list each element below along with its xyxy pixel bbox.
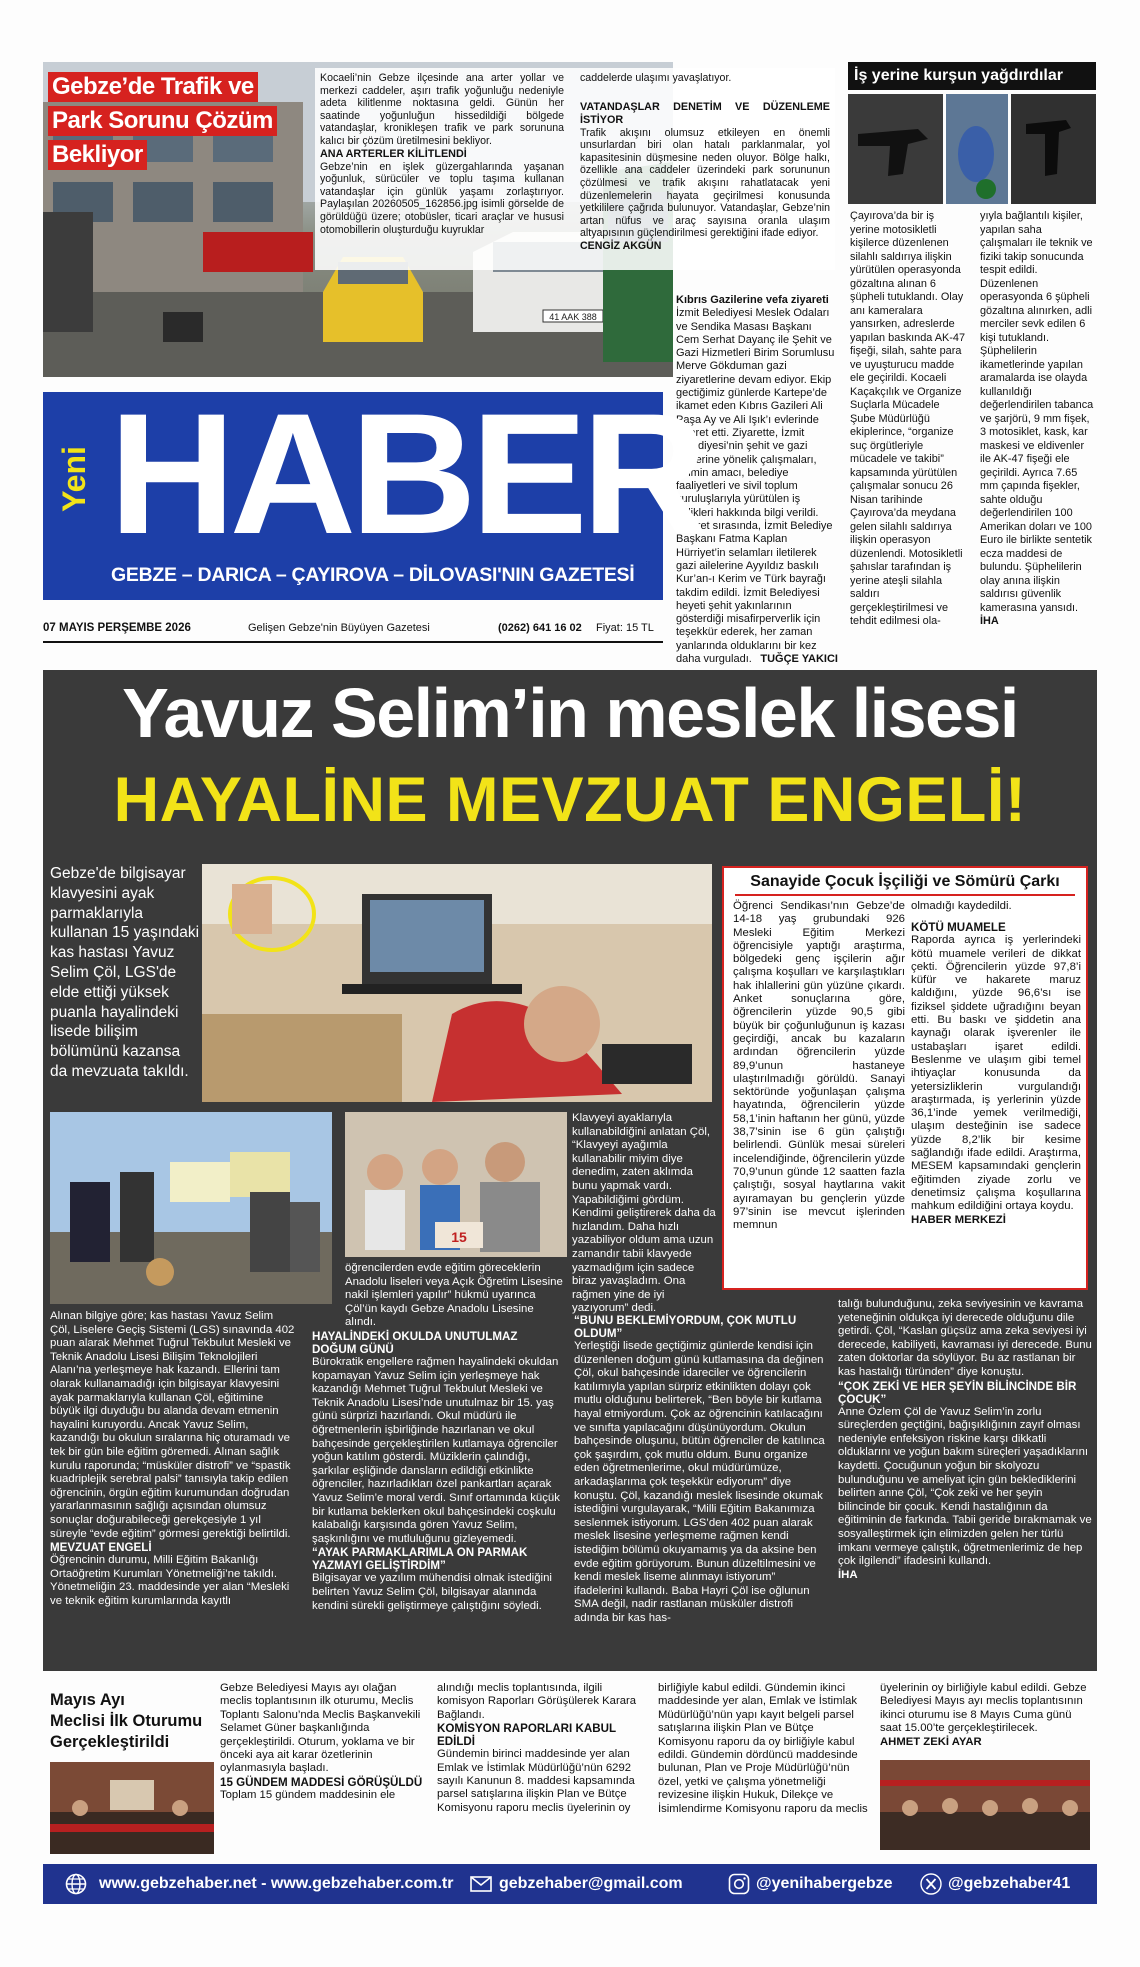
meclis-title-line: Meclisi İlk Oturumu (50, 1712, 203, 1730)
issue-date: 07 MAYIS PERŞEMBE 2026 (43, 622, 191, 634)
kursun-column-1 (850, 210, 966, 629)
paragraph: caddelerde ulaşımı yavaşlatıyor. (580, 72, 732, 84)
globe-icon (65, 1873, 87, 1895)
x-icon (920, 1873, 942, 1895)
byline: AHMET ZEKİ AYAR (880, 1735, 982, 1748)
kursun-photo-pistol (1011, 94, 1096, 204)
meclis-column-4 (880, 1682, 1092, 1749)
main-column-1 (50, 1310, 295, 1608)
top-story-column-2 (580, 72, 830, 253)
subheading: ANA ARTERLER KİLİTLENDİ (320, 147, 467, 160)
kursun-column-2 (980, 210, 1097, 629)
sanayi-column-1 (733, 900, 905, 1232)
subheading: KOMİSYON RAPORLARI KABUL EDİLDİ (437, 1722, 616, 1749)
headline-line: Park Sorunu Çözüm (48, 106, 277, 136)
paragraph: Trafik akışını olumsuz etkileyen en önemli unsurlardan biri olan hatalı parklanmalar, yol kapasitesinin düşmesine neden oluyor. Bölge halkı, özellikle ana caddeler üzerindeki park sorununun çözülmesi ve trafik akışını rahatlatacak yeni düzenlemelerin hayata geçirilmesi konusunda yetkililere çağrıda bulunuyor. Vatandaşlar, Gebze’nin artan nüfus ve araç sayısına oranla ulaşım altyapısının güçlendirilmesi gerektiğini ifade ediyor. (580, 126, 830, 240)
headline-line: Bekliyor (48, 140, 147, 170)
x-link[interactable]: @gebzehaber41 (948, 1875, 1071, 1892)
subheading: HAYALİNDEKİ OKULDA UNUTULMAZ DOĞUM GÜNÜ (312, 1330, 518, 1356)
paragraph: Yerleştiği lisede geçtiğimiz günlerde kendisi için düzenlenen doğum günü kutlamasına da değinen Çöl, okul bahçesinde idareciler ve öğrencilerin katılımıyla yapılan sürpriz etkinlikten dolayı çok mutlu olduğunu belirterek, “Ben böyle bir kutlama hayal etmiyordum. Çok az öğrencinin katılacağını ve sınıfta yapılacağını düşünüyordum. Okulun bahçesinde oluşunu, bütün öğrenciler de katılınca çok şaşırdım, çok mutlu oldum. Bunu organize eden öğretmenlerime, okul müdürümüze, arkadaşlarıma çok teşekkür ediyorum” diye konuştu. Çöl, kazandığı meslek lisesinde okumak istediğini vurgulayarak, “Milli Eğitim Bakanımıza seslenmek istiyorum. LGS’den 402 puan alarak meslek lisesine yerleşmeme rağmen kendi istediğim bölümü okuyamamış ya da aksine ben evde eğitim görüyorum. Bunun düzeltilmesini ve kendi meslek liseme alınmayı istiyorum” ifadelerini kullandı. Baba Hayri Çöl ise oğlunun SMA değil, nadir rastlanan müsküler distrofi adında bir kas has- (574, 1340, 825, 1624)
paragraph: alındığı meclis toplantısında, ilgili komisyon Raporları Görüşülerek Karara Bağlandı. (437, 1682, 637, 1721)
kursun-title: İş yerine kurşun yağdırdılar (854, 67, 1063, 84)
paragraph: Çayırova’da bir iş yerine motosikletli kişilerce düzenlenen silahlı saldırıya ilişkin yürütülen operasyonda gözaltına alınan 6 şüpheli tutuklandı. Olay anı kameralara yansırken, adreslerde yapılan baskında AK-47 fişeği, silah, sahte para ve uyuşturucu madde ele geçirildi. Kocaeli Kaçakçılık ve Organize Suçlarla Mücadele Şube Müdürlüğü ekiplerince, “organize suç örgütleriyle mücadele ve takibi” kapsamında yürütülen çalışmalar sonucu 26 Nisan tarihinde Çayırova’da meydana gelen silahlı saldırıya ilişkin operasyon düzenlendi. Motosikletli şahıslar tarafından iş yerine ateşli silahla saldırı gerçekleştirilmesi ve tehdit edilmesi ola- (850, 210, 966, 627)
instagram-icon (728, 1873, 750, 1895)
paragraph: Gebze Belediyesi Mayıs ayı olağan meclis toplantısının ilk oturumu, Meclis Toplantı Salonu’nda Meclis Başkanvekili Selamet Güner başkanlığında gerçekleştirildi. Oturum, yoklama ve bir önceki aya ait karar özetlerinin oylanmasıyla başladı. (220, 1682, 421, 1775)
masthead-haber-logo: HABER (109, 378, 703, 570)
subheading: “BUNU BEKLEMİYORDUM, ÇOK MUTLU OLDUM” (574, 1314, 797, 1340)
paragraph: Gebze’nin en işlek güzergahlarında yaşanan yoğunluk, sürücüler ve toplu taşıma kullanan vatandaşlar için günlük yaşamı zorlaştırıyor. Paylaşılan 20260505_162856.jpg isimli görselde de görüldüğü üzere; otobüsler, ticari araçlar ve hususi otomobillerin oluşturduğu kuyruklar (320, 160, 564, 236)
main-side-column (572, 1112, 717, 1316)
paragraph: Gündemin birinci maddesinde yer alan Emlak ve İstimlak Müdürlüğü’nün 6292 sayılı Kanunun 8. maddesi kapsamında parsel satışlarına ilişkin Plan ve Bütçe Komisyonu raporu meclis üyelerinin oy (437, 1748, 635, 1814)
paragraph: üyelerinin oy birliğiyle kabul edildi. Gebze Belediyesi Mayıs ayı meclis toplantısının ikinci oturumu ise 8 Mayıs Cuma günü saat 15.00’te gerçekleştirilecek. (880, 1682, 1087, 1735)
kursun-title-bar (848, 62, 1096, 90)
main-intro: Gebze'de bilgisayar klavyesini ayak parmaklarıyla kullanan 15 yaşındaki kas hastası Yavuz Selim Çöl, LGS'de elde ettiği yüksek puanla hayalindeki lisede bilişim bölümünü kazansa da mevzuata takıldı. (50, 865, 200, 1080)
car-plate: 41 AAK 388 (549, 312, 597, 322)
subheading: MEVZUAT ENGELİ (50, 1541, 152, 1555)
paragraph: İzmit Belediyesi Meslek Odaları ve Sendika Masası Başkanı Cem Serhat Dayanç ile Şehit ve Gazi Hizmetleri Birim Sorumlusu Merve Gökduman gazi ziyaretlerine devam ediyor. Ekip gectiğimiz günlerde Kartepe’de ikamet eden Kıbrıs Gazileri Ali Paşa Ay ve Ali Işık’ı evlerinde ziyaret etti. Ziyarette, İzmit Belediyesi’nin şehit ve gazi ailelerine yönelik çalışmaları, birimin amacı, belediye faaliyetleri ve sivil toplum kuruluşlarıyla yürütülen iş birlikleri hakkında bilgi verildi. Ziyaret sırasında, İzmit Belediye Başkanı Fatma Kaplan Hürriyet’in selamları iletilerek gazi ailelerine Ayyıldız baskılı Kur’an-ı Kerim ve Türk bayrağı takdim edildi. İzmit Belediyesi heyeti şehit yakınlarının gösterdiği misafirperverlik için teşekkür ederek, her zaman yanlarında olduklarını bir kez daha vurguladı. (676, 307, 835, 666)
meclis-column-2 (437, 1682, 637, 1815)
instagram-link[interactable]: @yenihabergebze (756, 1875, 893, 1892)
paragraph: Bürokratik engellere rağmen hayalindeki okuldan kopamayan Yavuz Selim için yerleşmeye hak kazandığı Mehmet Tuğrul Tekbulut Mesleki ve Teknik Anadolu Lisesi’nde unutulmaz bir 15. yaş günü sürprizi hazırlandı. Okul müdürü ile öğretmenlerin işbirliğinde hazırlanan ve okul bahçesinde gerçekleştirilen kutlamaya öğrenciler yoğun katılım gösterdi. Müziklerin çalındığı, şarkılar eşliğinde dansların edildiği etkinlikte öğrenciler, hazırladıkları özel pankartları açarak Yavuz Selim’e moral verdi. Sınıf ortamında küçük bir kutlama beklerken okul bahçesindeki coşkulu kalabalığı karşısında gören Yavuz Selim, şaşkınlığını ve mutluluğunu gizleyemedi. (312, 1356, 560, 1545)
paragraph: öğrencilerden evde eğitim göreceklerin Anadolu liseleri veya Açık Öğretim Lisesine nakil işlemleri yapılır” hükmü uyarınca Çöl’ün kaydı Gebze Anadolu Lisesine alındı. (345, 1262, 563, 1329)
meclis-title-line: Gerçekleştirildi (50, 1733, 170, 1751)
paragraph: Öğrenci Sendikası’nın Gebze’de 14-18 yaş grubundaki 926 Mesleki Eğitim Merkezi öğrencisiyle yaptığı araştırma, bölgedeki genç işçilerin ağır çalışma koşulları ve karşılaştıkları hak ihlallerini gün yüzüne çıkardı. Anket sonuçlarına göre, öğrencilerin yüzde 90,5 gibi büyük bir çoğunluğunun iş kazası geçirdiği, ancak bu kazaların ardından öğrencilerin yüzde 89,9’unun hastaneye ulaştırılmadığı görüldü. Sanayi sektöründe yoğunlaşan çalışma hayatında, öğrencilerin yüzde 58,1’inin haftanın her günü, yüzde 38,7’sinin ise 6 gün çalıştığı belirlendi. Günlük mesai süreleri incelendiğinde, öğrencilerin yüzde 70,9’unun günde 12 saatten fazla çalıştığı, sosyal haytlarına vakit ayıramayan bu gençlerin yüzde 97’sinin ise mevcut işlerinden memnun (733, 900, 905, 1232)
email-icon (470, 1876, 492, 1892)
meclis-column-3 (658, 1682, 868, 1816)
website-link[interactable]: www.gebzehaber.net - www.gebzehaber.com.tr (99, 1875, 454, 1892)
price: Fiyat: 15 TL (596, 622, 654, 634)
photo-school-celebration (50, 1112, 332, 1304)
paragraph: Kocaeli’nin Gebze ilçesinde ana arter yollar ve merkezi caddeler, aşırı trafik yoğunluğu nedeniyle adeta kilitlenme noktasına geldi. Günün her saatinde yoğunluğun hissedildiği bölgede vatandaşlar, kronikleşen trafik ve park sorununa kalıcı bir çözüm üretilmesini bekliyor. (320, 72, 564, 147)
paragraph: Klavyeyi ayaklarıyla kullanabildiğini anlatan Çöl, “Klavyeyi ayağımla kullanabilir miyim diye denedim, zaten aklımda bunu yapmak vardı. Yapabildiğimi gördüm. Kendimi geliştirerek daha da hızlandım. Daha hızlı yazabiliyor oldum ama uzun zamandır tabii klavyede yazmadığım için sadece biraz yavaşladım. Ona rağmen yine de iyi yazıyorum” dedi. (572, 1112, 716, 1315)
footer-bar (43, 1864, 1097, 1904)
paragraph: Bilgisayar ve yazılım mühendisi olmak istediğini belirten Yavuz Selim Çöl, bilgisayar alanında kendini sürekli geliştirmeye çalıştığını söyledi. (312, 1572, 552, 1612)
meclis-title-line: Mayıs Ayı (50, 1691, 125, 1709)
paragraph: Toplam 15 gündem maddesinin ele (220, 1788, 396, 1801)
paragraph: olmadığı kaydedildi. (911, 900, 1012, 912)
subheading: “AYAK PARMAKLARIMLA ON PARMAK YAZMAYI GELİŞTİRDİM” (312, 1546, 528, 1573)
main-column-3 (574, 1314, 826, 1625)
kursun-photo-hand (946, 94, 1008, 204)
slogan: Gelişen Gebze'nin Büyüyen Gazetesi (248, 622, 430, 634)
dateline (43, 622, 663, 638)
kibris-title: Kıbrıs Gazilerine vefa ziyareti (676, 294, 829, 306)
dateline-rule (43, 641, 663, 643)
paragraph: Öğrencinin durumu, Milli Eğitim Bakanlığı Ortaöğretim Kurumları Yönetmeliği’ne takıldı. Yönetmeliğin 23. maddesinde yer alan “Mesleki ve teknik eğitim kurumlarında kayıtlı (50, 1554, 290, 1607)
masthead-yeni: Yeni (56, 446, 92, 512)
meclis-photo-left (50, 1762, 214, 1854)
paragraph: talığı bulunduğunu, zeka seviyesinin ve kavrama yeteneğinin oldukça iyi derecede olduğunu dile getirdi. Çöl, “Kaslan güçsüz ama zeka seviyesi iyi derecede, kabiliyeti, kavraması iyi derecede. Bunu zaten doktorlar da söylüyor. Bu az rastlanan bir kas hastalığı türünden” diye konuştu. (838, 1298, 1092, 1378)
masthead-tagline: GEBZE – DARICA – ÇAYIROVA – DİLOVASI'NIN GAZETESİ (111, 564, 635, 586)
paragraph: birliğiyle kabul edildi. Gündemin ikinci maddesinde yer alan, Emlak ve İstimlak Müdürlüğü’nün yapı kayıt belgeli parsel satışlarına ilişkin Plan ve Bütçe Komisyonu raporu da oy birliğiyle kabul edildi. Gündemin dördüncü maddesinde bulunan, Plan ve Proje Müdürlüğü’nün özel, yetki ve çalışma yönetmeliği revizesine ilişkin Hukuk, Dilekçe ve İsimlendirme Komisyonu raporu da meclis (658, 1682, 868, 1815)
paragraph: Alınan bilgiye göre; kas hastası Yavuz Selim Çöl, Liselere Geçiş Sistemi (LGS) sınavında 402 puan alarak Mehmet Tuğrul Tekbulut Mesleki ve Teknik Anadolu Lisesi Bilişim Teknolojileri Alanı’na yerleşmeye hak kazandı. Ellerini tam olarak kullanamadığı için bilgisayar klavyesini ayak parmaklarıyla kullanan Çöl, eğitimine büyük ilgi duyduğu bu alanda devam etmenin hayalini kuruyordu. Ancak Yavuz Selim, kazandığı bu okulun sıralarına hiç oturamadı ve tek bir gün bile eğitim göremedi. Alınan sağlık kurulu raporunda; “müsküler distrofi” ve “spastik kuadriplejik serebral palsi” tanısıyla takip edilen öğrencinin, örgün eğitim kurumundan doğrudan yararlanmasının sağlığı açısından olumsuz sonuçlar doğurabileceği gerekçesiyle 1 yıl süreyle “evde eğitim” görmesi gerektiği belirtildi. (50, 1310, 295, 1540)
sanayi-title: Sanayide Çocuk İşçiliği ve Sömürü Çarkı (735, 872, 1075, 896)
kursun-photo-gun (848, 94, 943, 204)
top-story-column-1 (320, 72, 564, 236)
paragraph: Raporda ayrıca iş yerlerindeki kötü muamele verileri de dikkat çekti. Öğrencilerin yüzde 97,8’i küfür ve hakarete maruz kaldığını, yüzde 96,6’sı ise fiziksel şiddete uğradığını beyan etti. Bu baskı ve şiddetin ana kaynağı olarak işverenler ile ustabaşları işaret edildi. Beslenme ve ulaşım gibi temel ihtiyaçlar konusunda da yetersizliklerin vurgulandığı araştırmada, iş yerlerinin yüzde 36,1’inde yemek verilmediği, ulaşım desteğinin ise sadece yüzde 8,2’lik bir kesime sağlandığı ifade edildi. Araştırma, MESEM kapsamındaki gençlerin eğitimden ziyade zorlu ve denetimsiz çalışma koşullarına mahkum edildiğini ortaya koydu. (911, 934, 1081, 1213)
meclis-column-1 (220, 1682, 424, 1802)
photo-boy-typing-with-feet (202, 864, 712, 1102)
paragraph: Anne Özlem Çöl de Yavuz Selim’in zorlu süreçlerden geçtiğini, bağışıklığının zayıf olması nedeniyle enfeksiyon riskine karşı dikkatli olduklarını ve yoğun bakım süreçleri yaşadıklarını kaydetti. Çocuğunun yoğun bir skolyozu bulunduğunu ve ameliyat için gün beklediklerini belirten anne Çöl, “Çok zeki ve her şeyin bilincinde bir çocuk. Kendi hastalığının da eğitiminin de farkında. Tabii geride bırakmamak ve sosyalleştirmek için elimizden gelen her türlü imkanı vermeye çalıştık, öğretmenlerimiz de hep çok ilgilendi” ifadesini kullandı. (838, 1405, 1092, 1568)
byline: İHA (838, 1568, 858, 1581)
main-headline-2: HAYALİNE MEVZUAT ENGELİ! (113, 765, 1027, 835)
phone: (0262) 641 16 02 (498, 622, 582, 634)
email-link[interactable]: gebzehaber@gmail.com (499, 1875, 683, 1892)
photo-caption-mid (345, 1262, 567, 1330)
main-column-4 (838, 1298, 1092, 1582)
subheading: KÖTÜ MUAMELE (911, 921, 1006, 935)
byline: İHA (980, 615, 999, 627)
cake-number: 15 (451, 1229, 467, 1245)
subheading: “ÇOK ZEKİ VE HER ŞEYİN BİLİNCİNDE BİR ÇOCUK” (838, 1379, 1077, 1406)
top-story-headline (48, 72, 310, 170)
meclis-photo-right (880, 1760, 1090, 1850)
main-column-2 (312, 1330, 562, 1613)
main-headline-1: Yavuz Selim’in meslek lisesi (122, 674, 1018, 752)
paragraph: yıyla bağlantılı kişiler, yapılan saha çalışmaları ile teknik ve fiziki takip sonucunda tespit edildi. Düzenlenen operasyonda 6 şüpheli gözaltına alınırken, adli merciler sevk edilen 6 kişi tutuklandı. Şüphelilerin ikametlerinde yapılan aramalarda ise olayda kullanıldığı değerlendirilen tabanca ve şarjörü, 9 mm fişek, 3 motosiklet, kask, kar maskesi ve eldivenler ile AK-47 fişeği ele geçirildi. Ayrıca 7.65 mm çapında fişekler, sahte olduğu değerlendirilen 100 Amerikan doları ve 100 Euro ile birlikte sentetik ecza maddesi de bulundu. Şüphelilerin olay anına ilişkin saldırısı güvenlik kamerasına yansıdı. (980, 210, 1094, 614)
byline: CENGİZ AKGÜN (580, 239, 662, 252)
meclis-title (50, 1690, 218, 1753)
byline: TUĞÇE YAKICI (760, 653, 838, 666)
subheading: 15 GÜNDEM MADDESİ GÖRÜŞÜLDÜ (220, 1775, 423, 1789)
byline: HABER MERKEZİ (911, 1213, 1006, 1226)
subheading: VATANDAŞLAR DENETİM VE DÜZENLEME İSTİYOR (580, 100, 830, 126)
headline-line: Gebze’de Trafik ve (48, 72, 258, 102)
sanayi-column-2 (911, 900, 1081, 1227)
masthead (43, 378, 703, 600)
photo-family-cake (345, 1112, 567, 1257)
